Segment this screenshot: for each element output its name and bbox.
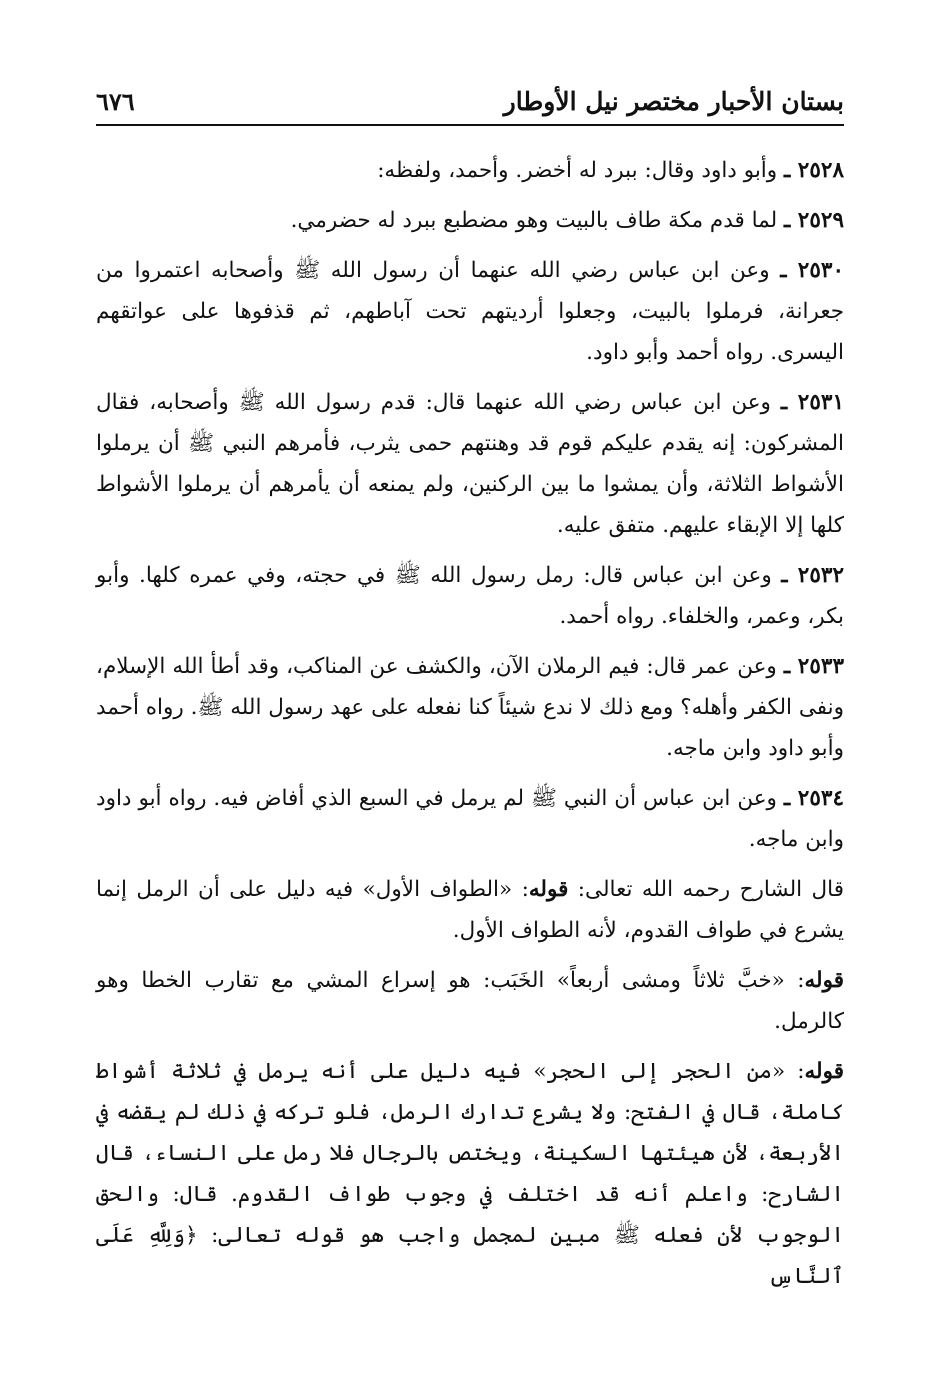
- commentary-text: : «الطواف الأول» فيه دليل على أن الرمل إنما يشرع في طواف القدوم، لأنه الطواف الأول.: [96, 877, 844, 943]
- hadith-number: ٢٥٣٣ ـ: [783, 654, 844, 679]
- commentary-3: [96, 1051, 844, 1297]
- hadith-2529: [96, 200, 844, 241]
- commentary-keyword: قوله: [528, 877, 569, 902]
- commentary-keyword: قوله: [804, 968, 844, 993]
- hadith-number: ٢٥٣١ ـ: [780, 390, 844, 415]
- commentary-keyword: قوله: [804, 1059, 844, 1084]
- commentary-1: [96, 869, 844, 951]
- hadith-2530: [96, 250, 844, 373]
- hadith-2531: [96, 382, 844, 546]
- hadith-text: وعن ابن عباس أن النبي ﷺ لم يرمل في السبع الذي أفاض فيه. رواه أبو داود وابن ماجه.: [96, 786, 844, 852]
- page-number: ٦٧٦: [96, 87, 135, 116]
- page-body: [96, 150, 844, 1306]
- page-header: [96, 78, 844, 126]
- hadith-text: وعن عمر قال: فيم الرملان الآن، والكشف عن المناكب، وقد أطأ الله الإسلام، ونفى الكفر وأهله؟ ومع ذلك لا ندع شيئاً كنا نفعله على عهد رسول الله ﷺ. رواه أحمد وأبو داود وابن ماجه.: [95, 654, 844, 761]
- commentary-intro: قال الشارح رحمه الله تعالى:: [568, 877, 845, 902]
- hadith-2528: [96, 150, 844, 191]
- hadith-text: وعن ابن عباس قال: رمل رسول الله ﷺ في حجته، وفي عمره كلها. وأبو بكر، وعمر، والخلفاء. رواه أحمد.: [96, 563, 844, 629]
- hadith-number: ٢٥٣٤ ـ: [783, 786, 844, 811]
- hadith-2532: [96, 555, 844, 637]
- hadith-2533: [96, 646, 844, 769]
- hadith-text: وعن ابن عباس رضي الله عنهما قال: قدم رسول الله ﷺ وأصحابه، فقال المشركون: إنه يقدم عليكم قوم قد وهنتهم حمى يثرب، فأمرهم النبي ﷺ أن يرملوا الأشواط الثلاثة، وأن يمشوا ما بين الركنين، ولم يمنعه أن يأمرهم أن يرملوا الأشواط كلها إلا الإبقاء عليهم. متفق عليه.: [96, 390, 844, 538]
- hadith-number: ٢٥٣٠ ـ: [780, 258, 844, 283]
- hadith-number: ٢٥٢٩ ـ: [784, 208, 844, 233]
- hadith-text: وأبو داود وقال: ببرد له أخضر. وأحمد، ولفظه:: [377, 158, 784, 183]
- hadith-2534: [96, 778, 844, 860]
- hadith-number: ٢٥٢٨ ـ: [784, 158, 844, 183]
- hadith-text: لما قدم مكة طاف بالبيت وهو مضطبع ببرد له حضرمي.: [290, 208, 784, 233]
- book-title: بستان الأحبار مختصر نيل الأوطار: [503, 87, 844, 116]
- hadith-number: ٢٥٣٢ ـ: [781, 563, 844, 588]
- commentary-text: : «من الحجر إلى الحجر» فيه دليل على أنه يرمل في ثلاثة أشواط كاملة، قال في الفتح: ولا يشرع تدارك الرمل، فلو تركه في ذلك لم يقضه في الأربعة، لأن هيئتها السكينة، ويختص بالرجال فلا رمل على النساء، قال الشارح: واعلم أنه قد اختلف في وجوب طواف القدوم. قال: والحق الوجوب لأن فعله ﷺ مبين لمجمل واجب هو قوله تعالى: ﴿وَلِلَّهِ عَلَى ٱلنَّاسِ: [96, 1059, 844, 1289]
- commentary-text: : «خبَّ ثلاثاً ومشى أربعاً» الخَبَب: هو إسراع المشي مع تقارب الخطا وهو كالرمل.: [96, 968, 844, 1034]
- commentary-2: [96, 960, 844, 1042]
- hadith-text: وعن ابن عباس رضي الله عنهما أن رسول الله ﷺ وأصحابه اعتمروا من جعرانة، فرملوا بالبيت، وجعلوا أرديتهم تحت آباطهم، ثم قذفوها على عواتقهم اليسرى. رواه أحمد وأبو داود.: [96, 258, 844, 365]
